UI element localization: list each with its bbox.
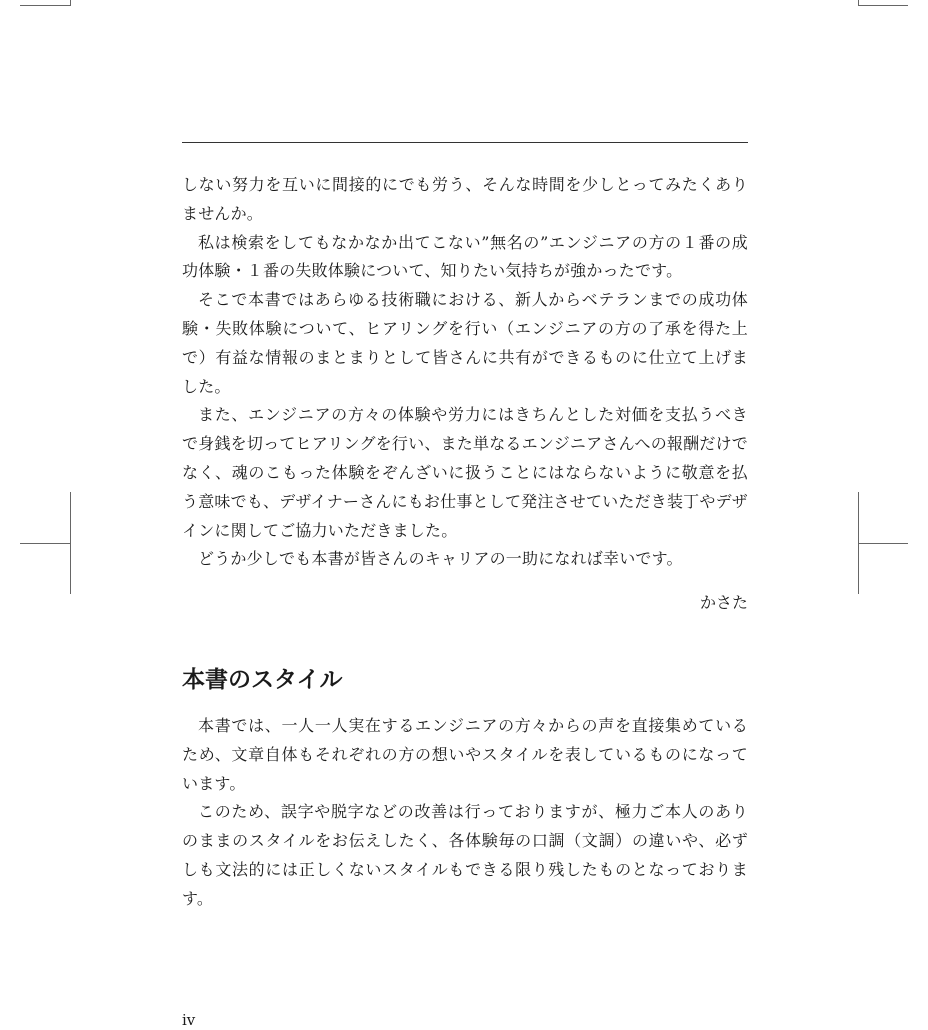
paragraph: また、エンジニアの方々の体験や労力にはきちんとした対価を支払うべきで身銭を切ってヒアリングを行い、また単なるエンジニアさんへの報酬だけでなく、魂のこもった体験をぞんざいに扱うことにはならないように敬意を払う意味でも、デザイナーさんにもお仕事として発注させていただき装丁やデザインに関してご協力いただきました。 (182, 405, 748, 540)
paragraph: そこで本書ではあらゆる技術職における、新人からベテランまでの成功体験・失敗体験について、ヒアリングを行い（エンジニアの方の了承を得た上で）有益な情報のまとまりとして皆さんに共有ができるものに仕立て上げました。 (182, 290, 748, 396)
page-number: iv (182, 1011, 196, 1029)
paragraph: どうか少しでも本書が皆さんのキャリアの一助になれば幸いです。 (198, 549, 683, 569)
crop-mark (858, 5, 908, 6)
crop-mark (20, 543, 70, 544)
paragraph: このため、誤字や脱字などの改善は行っておりますが、極力ご本人のありのままのスタイルをお伝えしたく、各体験毎の口調（文調）の違いや、必ずしも文法的には正しくないスタイルもできる限り残したものとなっております。 (182, 802, 748, 908)
section-heading: 本書のスタイル (182, 667, 343, 693)
paragraph: しない努力を互いに間接的にでも労う、そんな時間を少しとってみたくありませんか。 (182, 175, 748, 223)
header-rule (182, 142, 748, 143)
crop-mark (858, 492, 859, 594)
style-section-body (182, 712, 748, 914)
author-signature: かさた (699, 593, 748, 612)
crop-mark (858, 0, 859, 6)
paragraph: 私は検索をしてもなかなか出てこない”無名の”エンジニアの方の１番の成功体験・１番の失敗体験について、知りたい気持ちが強かったです。 (182, 232, 748, 281)
preface-body (182, 171, 748, 574)
paragraph: 本書では、一人一人実在するエンジニアの方々からの声を直接集めているため、文章自体もそれぞれの方の想いやスタイルを表しているものになっています。 (182, 716, 748, 793)
crop-mark (70, 0, 71, 6)
crop-mark (70, 492, 71, 594)
crop-mark (858, 543, 908, 544)
crop-mark (20, 5, 70, 6)
